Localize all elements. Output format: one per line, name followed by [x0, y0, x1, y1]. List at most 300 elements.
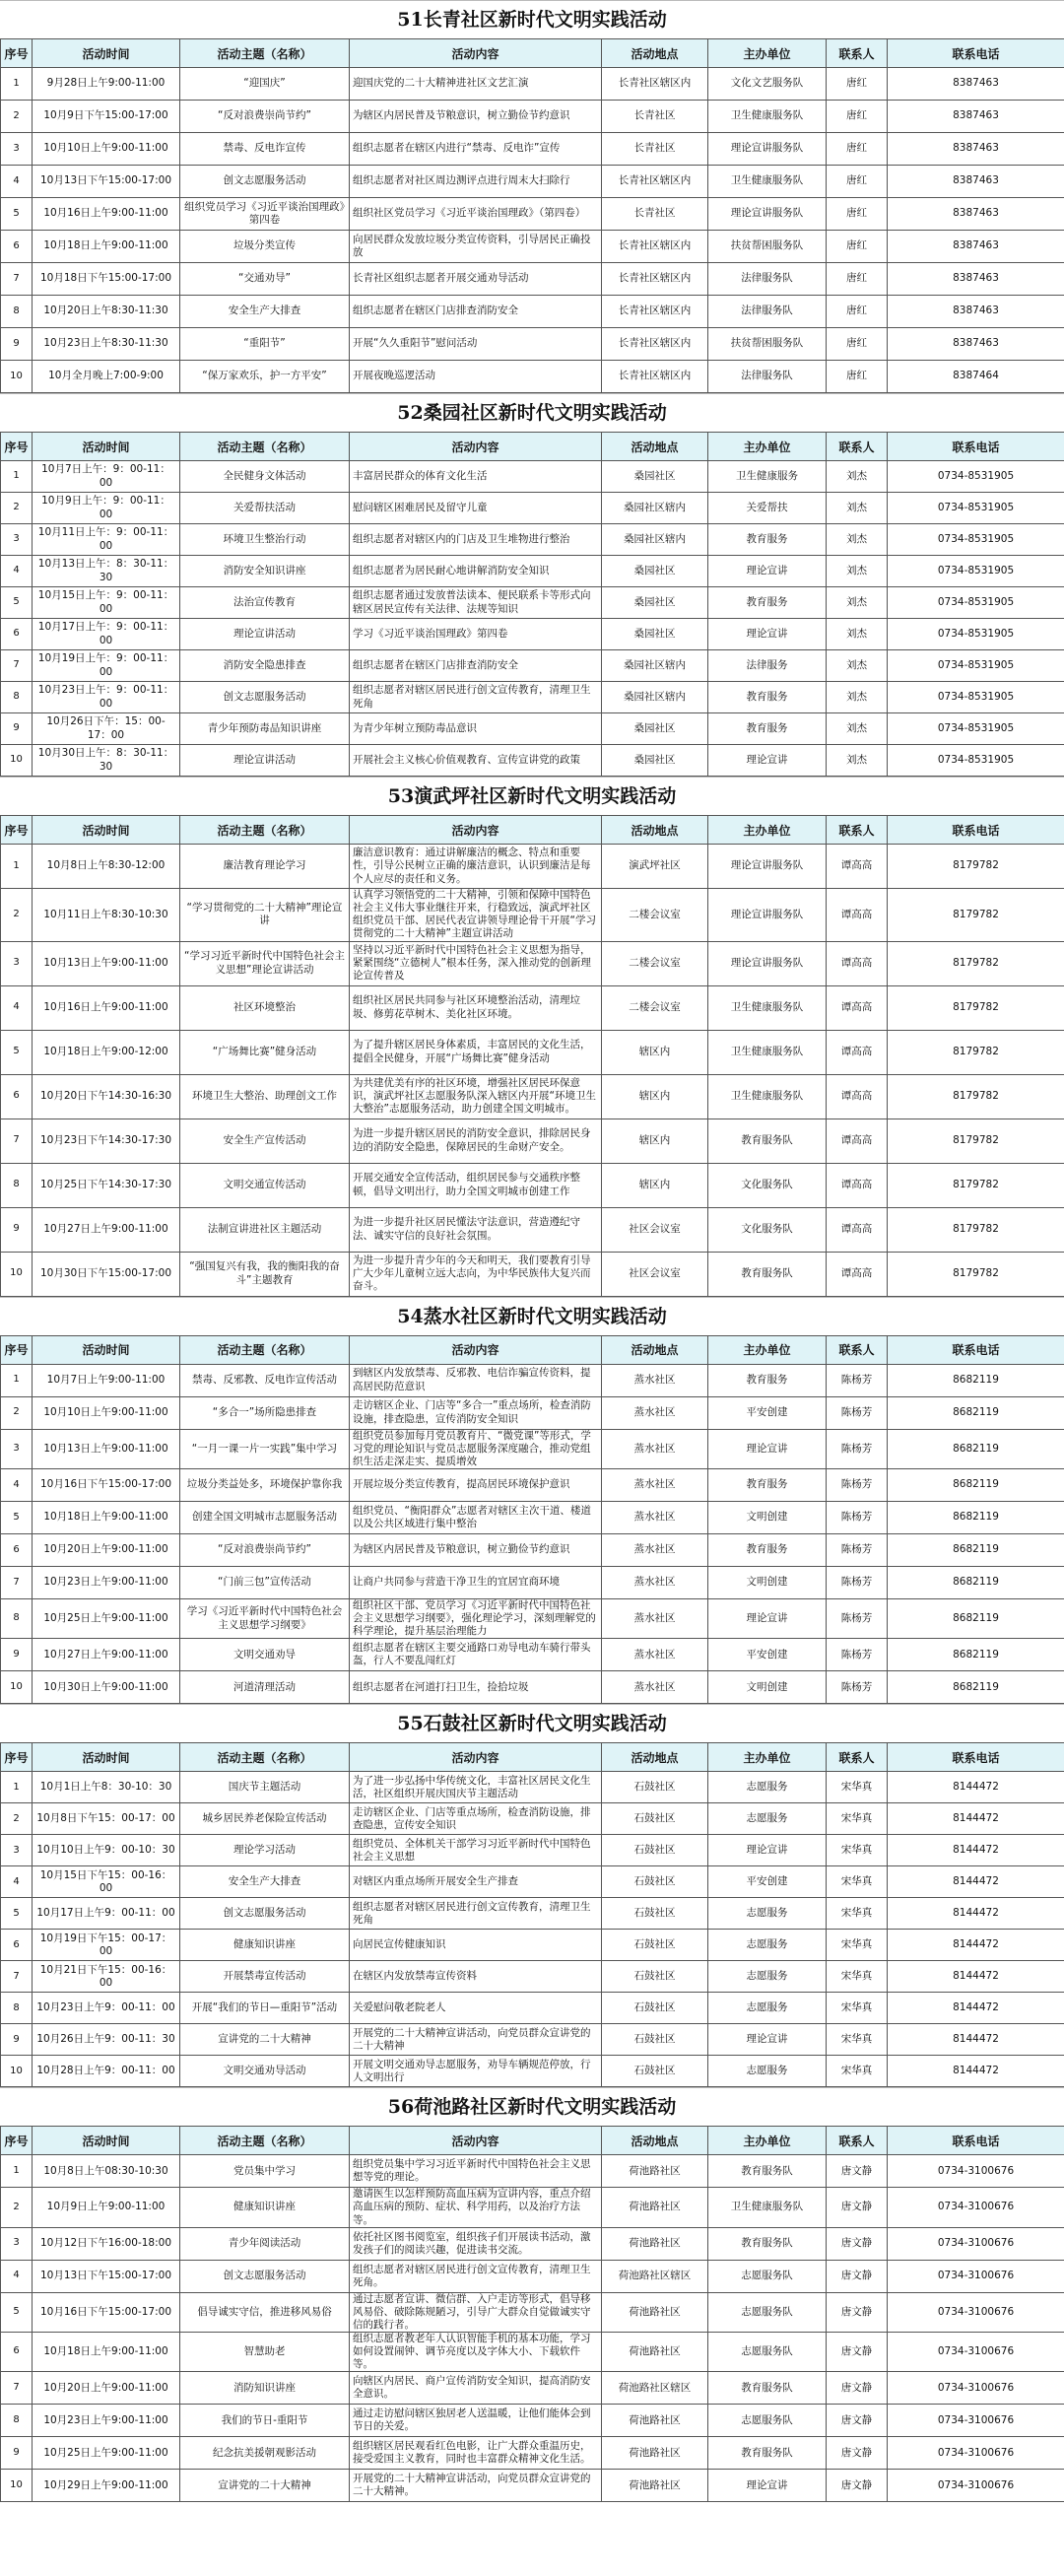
cell-location: 蒸水社区	[602, 1671, 708, 1704]
cell-contact: 刘杰	[827, 619, 888, 650]
cell-contact: 唐红	[827, 263, 888, 296]
column-header-organizer: 主办单位	[708, 433, 827, 461]
cell-theme: 创文志愿服务活动	[180, 682, 350, 713]
cell-seq: 9	[1, 2437, 33, 2470]
cell-phone: 8682119	[888, 1364, 1064, 1396]
table-row	[1, 1671, 1064, 1704]
cell-content: 组织志愿者在辖区内进行“禁毒、反电诈”宣传	[350, 133, 602, 166]
cell-location: 荷池路社区辖区	[602, 2260, 708, 2292]
table-header-row	[1, 2127, 1064, 2155]
column-header-seq: 序号	[1, 1743, 33, 1772]
cell-phone: 0734-3100676	[888, 2372, 1064, 2405]
table-row	[1, 1566, 1064, 1598]
column-header-location: 活动地点	[602, 816, 708, 845]
cell-contact: 陈杨芳	[827, 1501, 888, 1533]
cell-theme: 禁毒、反电诈宣传	[180, 133, 350, 166]
cell-location: 桑园社区辖内	[602, 524, 708, 556]
table-row	[1, 2188, 1064, 2227]
cell-time: 10月25日上午9:00-11:00	[33, 1598, 180, 1638]
cell-location: 桑园社区	[602, 619, 708, 650]
cell-organizer: 志愿服务	[708, 1772, 827, 1803]
cell-time: 9月28日上午9:00-11:00	[33, 68, 180, 101]
cell-theme: 理论宣讲活动	[180, 619, 350, 650]
cell-theme: 创建全国文明城市志愿服务活动	[180, 1501, 350, 1533]
cell-organizer: 卫生健康服务	[708, 461, 827, 493]
column-header-theme: 活动主题（名称）	[180, 39, 350, 68]
cell-seq: 3	[1, 524, 33, 556]
community-section	[0, 1704, 1064, 2087]
column-header-contact: 联系人	[827, 433, 888, 461]
table-row	[1, 1835, 1064, 1866]
cell-location: 长青社区辖区内	[602, 68, 708, 101]
cell-organizer: 文明创建	[708, 1566, 827, 1598]
cell-content: 开展垃圾分类宣传教育，提高居民环境保护意识	[350, 1468, 602, 1501]
cell-organizer: 法律服务队	[708, 296, 827, 328]
cell-phone: 8387463	[888, 328, 1064, 361]
cell-content: 为进一步提升社区居民懂法守法意识，营造遵纪守法、诚实守信的良好社会氛围。	[350, 1207, 602, 1252]
table-row	[1, 133, 1064, 166]
cell-location: 石鼓社区	[602, 1993, 708, 2024]
table-header-row	[1, 433, 1064, 461]
cell-seq: 4	[1, 166, 33, 198]
cell-time: 10月29日上午9:00-11:00	[33, 2470, 180, 2502]
cell-phone: 8144472	[888, 1898, 1064, 1930]
cell-seq: 4	[1, 2260, 33, 2292]
cell-seq: 3	[1, 1429, 33, 1468]
cell-seq: 2	[1, 2188, 33, 2227]
cell-organizer: 教育服务队	[708, 2155, 827, 2188]
community-section	[0, 393, 1064, 777]
cell-seq: 8	[1, 1163, 33, 1207]
cell-location: 石鼓社区	[602, 1803, 708, 1835]
cell-time: 10月15日上午：9：00-11：00	[33, 587, 180, 619]
table-row	[1, 166, 1064, 198]
cell-contact: 陈杨芳	[827, 1364, 888, 1396]
cell-contact: 陈杨芳	[827, 1598, 888, 1638]
cell-organizer: 平安创建	[708, 1866, 827, 1898]
cell-seq: 8	[1, 2405, 33, 2437]
column-header-organizer: 主办单位	[708, 1743, 827, 1772]
cell-location: 桑园社区辖内	[602, 493, 708, 524]
column-header-theme: 活动主题（名称）	[180, 816, 350, 845]
cell-theme: 环境卫生大整治、助理创文工作	[180, 1074, 350, 1119]
cell-contact: 陈杨芳	[827, 1671, 888, 1704]
cell-location: 长青社区辖区内	[602, 166, 708, 198]
cell-phone: 8387463	[888, 166, 1064, 198]
cell-phone: 8387463	[888, 231, 1064, 263]
cell-content: 让商户共同参与营造干净卫生的宜居宜商环境	[350, 1566, 602, 1598]
cell-phone: 8179782	[888, 1252, 1064, 1296]
cell-organizer: 文化服务队	[708, 1207, 827, 1252]
table-row	[1, 1501, 1064, 1533]
cell-organizer: 理论宣讲服务队	[708, 845, 827, 889]
table-row	[1, 524, 1064, 556]
cell-seq: 4	[1, 556, 33, 587]
column-header-phone: 联系电话	[888, 816, 1064, 845]
cell-seq: 10	[1, 1671, 33, 1704]
cell-contact: 谭高高	[827, 889, 888, 942]
cell-time: 10月28日上午9：00-11：00	[33, 2056, 180, 2087]
cell-theme: “一月一课一片一实践”集中学习	[180, 1429, 350, 1468]
cell-location: 长青社区	[602, 133, 708, 166]
cell-contact: 唐文静	[827, 2405, 888, 2437]
cell-seq: 8	[1, 1598, 33, 1638]
cell-contact: 唐文静	[827, 2260, 888, 2292]
cell-seq: 10	[1, 361, 33, 393]
cell-phone: 8144472	[888, 1930, 1064, 1961]
table-row	[1, 619, 1064, 650]
cell-time: 10月9日上午9:00-11:00	[33, 2188, 180, 2227]
cell-theme: 组织党员学习《习近平谈治国理政》第四卷	[180, 198, 350, 231]
table-row	[1, 2155, 1064, 2188]
cell-time: 10月10日上午9:00-11:00	[33, 133, 180, 166]
cell-organizer: 教育服务	[708, 1533, 827, 1566]
cell-organizer: 教育服务队	[708, 2227, 827, 2260]
cell-organizer: 理论宣讲服务队	[708, 941, 827, 985]
cell-content: 开展文明交通劝导志愿服务，劝导车辆规范停放，行人文明出行	[350, 2056, 602, 2087]
cell-phone: 0734-8531905	[888, 619, 1064, 650]
cell-location: 桑园社区	[602, 556, 708, 587]
cell-time: 10月23日上午9：00-11：00	[33, 1993, 180, 2024]
cell-seq: 5	[1, 1501, 33, 1533]
cell-location: 桑园社区辖内	[602, 650, 708, 682]
table-row	[1, 198, 1064, 231]
cell-content: 坚持以习近平新时代中国特色社会主义思想为指导，紧紧围绕“立德树人”根本任务，深入推动党的创新理论宣传普及	[350, 941, 602, 985]
cell-time: 10月23日上午9:00-11:00	[33, 1566, 180, 1598]
cell-location: 石鼓社区	[602, 1772, 708, 1803]
cell-location: 石鼓社区	[602, 1961, 708, 1993]
cell-organizer: 教育服务队	[708, 2437, 827, 2470]
table-row	[1, 845, 1064, 889]
cell-location: 荷池路社区	[602, 2405, 708, 2437]
cell-seq: 8	[1, 1993, 33, 2024]
cell-content: 为辖区内居民普及节粮意识，树立勤俭节约意识	[350, 1533, 602, 1566]
cell-location: 二楼会议室	[602, 941, 708, 985]
cell-phone: 0734-8531905	[888, 524, 1064, 556]
cell-seq: 3	[1, 1835, 33, 1866]
cell-theme: “门前三包”宣传活动	[180, 1566, 350, 1598]
cell-seq: 4	[1, 1866, 33, 1898]
cell-theme: 消防知识讲座	[180, 2372, 350, 2405]
cell-location: 演武坪社区	[602, 845, 708, 889]
cell-contact: 刘杰	[827, 587, 888, 619]
cell-contact: 刘杰	[827, 682, 888, 713]
cell-content: 走访辖区企业、门店等重点场所，检查消防设施，排查隐患，宣传安全知识	[350, 1803, 602, 1835]
section-title: 55石鼓社区新时代文明实践活动	[0, 1704, 1064, 1742]
cell-time: 10月16日下午15:00-17:00	[33, 2292, 180, 2332]
cell-content: 组织志愿者在辖区主要交通路口劝导电动车骑行带头盔，行人不要乱闯红灯	[350, 1639, 602, 1671]
column-header-phone: 联系电话	[888, 39, 1064, 68]
table-row	[1, 2260, 1064, 2292]
cell-theme: 智慧助老	[180, 2333, 350, 2372]
cell-organizer: 理论宣讲	[708, 745, 827, 777]
table-row	[1, 985, 1064, 1030]
cell-contact: 刘杰	[827, 556, 888, 587]
cell-organizer: 卫生健康服务队	[708, 101, 827, 133]
cell-theme: 理论学习活动	[180, 1835, 350, 1866]
cell-phone: 8682119	[888, 1429, 1064, 1468]
cell-theme: 河道清理活动	[180, 1671, 350, 1704]
section-title: 52桑园社区新时代文明实践活动	[0, 393, 1064, 432]
cell-contact: 唐红	[827, 361, 888, 393]
cell-content: 为辖区内居民普及节粮意识，树立勤俭节约意识	[350, 101, 602, 133]
cell-phone: 8387463	[888, 101, 1064, 133]
column-header-phone: 联系电话	[888, 433, 1064, 461]
cell-phone: 8682119	[888, 1533, 1064, 1566]
cell-seq: 10	[1, 1252, 33, 1296]
activity-table	[0, 815, 1064, 1297]
cell-location: 桑园社区	[602, 745, 708, 777]
cell-organizer: 志愿服务	[708, 1803, 827, 1835]
cell-contact: 陈杨芳	[827, 1566, 888, 1598]
section-title: 51长青社区新时代文明实践活动	[0, 0, 1064, 38]
column-header-time: 活动时间	[33, 1335, 180, 1364]
column-header-seq: 序号	[1, 1335, 33, 1364]
cell-location: 桑园社区辖内	[602, 682, 708, 713]
cell-seq: 6	[1, 619, 33, 650]
cell-location: 辖区内	[602, 1119, 708, 1163]
table-row	[1, 1030, 1064, 1074]
cell-organizer: 理论宣讲	[708, 2470, 827, 2502]
cell-theme: 文明交通劝导	[180, 1639, 350, 1671]
cell-location: 荷池路社区	[602, 2437, 708, 2470]
cell-location: 蒸水社区	[602, 1639, 708, 1671]
activity-table	[0, 1742, 1064, 2087]
cell-phone: 8179782	[888, 1074, 1064, 1119]
cell-content: 学习《习近平谈治国理政》第四卷	[350, 619, 602, 650]
cell-organizer: 关爱帮扶	[708, 493, 827, 524]
cell-content: 开展交通安全宣传活动，组织居民参与交通秩序整顿，倡导文明出行，助力全国文明城市创建工作	[350, 1163, 602, 1207]
cell-organizer: 志愿服务队	[708, 2292, 827, 2332]
cell-seq: 10	[1, 2056, 33, 2087]
cell-theme: 垃圾分类益处多，环境保护靠你我	[180, 1468, 350, 1501]
column-header-content: 活动内容	[350, 433, 602, 461]
table-row	[1, 1639, 1064, 1671]
cell-location: 辖区内	[602, 1163, 708, 1207]
cell-organizer: 教育服务	[708, 1364, 827, 1396]
cell-time: 10月1日上午8：30-10：30	[33, 1772, 180, 1803]
column-header-contact: 联系人	[827, 816, 888, 845]
cell-organizer: 理论宣讲服务队	[708, 198, 827, 231]
column-header-organizer: 主办单位	[708, 39, 827, 68]
column-header-time: 活动时间	[33, 2127, 180, 2155]
cell-phone: 0734-8531905	[888, 461, 1064, 493]
cell-organizer: 志愿服务队	[708, 2405, 827, 2437]
cell-phone: 0734-3100676	[888, 2437, 1064, 2470]
cell-contact: 宋华真	[827, 2056, 888, 2087]
cell-organizer: 理论宣讲	[708, 1835, 827, 1866]
cell-theme: 消防安全隐患排查	[180, 650, 350, 682]
cell-location: 桑园社区	[602, 461, 708, 493]
table-row	[1, 2227, 1064, 2260]
column-header-contact: 联系人	[827, 2127, 888, 2155]
cell-time: 10月25日上午9:00-11:00	[33, 2437, 180, 2470]
cell-time: 10月20日上午8:30-11:30	[33, 296, 180, 328]
cell-theme: 城乡居民养老保险宣传活动	[180, 1803, 350, 1835]
cell-time: 10月7日上午9:00-11:00	[33, 1364, 180, 1396]
cell-time: 10月8日上午08:30-10:30	[33, 2155, 180, 2188]
column-header-phone: 联系电话	[888, 1743, 1064, 1772]
cell-seq: 1	[1, 461, 33, 493]
cell-time: 10月11日上午8:30-10:30	[33, 889, 180, 942]
cell-phone: 8682119	[888, 1396, 1064, 1429]
cell-contact: 谭高高	[827, 941, 888, 985]
cell-location: 蒸水社区	[602, 1566, 708, 1598]
cell-theme: 健康知识讲座	[180, 1930, 350, 1961]
cell-theme: 我们的节日-重阳节	[180, 2405, 350, 2437]
cell-time: 10月全月晚上7:00-9:00	[33, 361, 180, 393]
cell-content: 廉洁意识教育：通过讲解廉洁的概念、特点和重要性，引导公民树立正确的廉洁意识，认识到廉洁是每个人应尽的责任和义务。	[350, 845, 602, 889]
column-header-content: 活动内容	[350, 816, 602, 845]
cell-theme: 青少年阅读活动	[180, 2227, 350, 2260]
cell-time: 10月25日下午14:30-17:30	[33, 1163, 180, 1207]
cell-location: 蒸水社区	[602, 1598, 708, 1638]
cell-phone: 0734-3100676	[888, 2405, 1064, 2437]
table-row	[1, 1119, 1064, 1163]
cell-content: 通过走访慰问辖区独居老人送温暖，让他们能体会到节日的关爱。	[350, 2405, 602, 2437]
cell-content: 为青少年树立预防毒品意识	[350, 713, 602, 745]
cell-organizer: 理论宣讲	[708, 556, 827, 587]
cell-organizer: 理论宣讲服务队	[708, 889, 827, 942]
cell-phone: 8682119	[888, 1671, 1064, 1704]
cell-content: 开展党的二十大精神宣讲活动，向党员群众宣讲党的二十大精神	[350, 2024, 602, 2056]
table-row	[1, 713, 1064, 745]
cell-location: 石鼓社区	[602, 2024, 708, 2056]
table-row	[1, 745, 1064, 777]
cell-location: 荷池路社区辖区	[602, 2372, 708, 2405]
cell-seq: 6	[1, 231, 33, 263]
cell-phone: 8682119	[888, 1639, 1064, 1671]
table-row	[1, 263, 1064, 296]
table-row	[1, 1598, 1064, 1638]
cell-theme: “反对浪费崇尚节约”	[180, 1533, 350, 1566]
table-row	[1, 361, 1064, 393]
cell-contact: 宋华真	[827, 1930, 888, 1961]
cell-theme: “交通劝导”	[180, 263, 350, 296]
column-header-contact: 联系人	[827, 39, 888, 68]
cell-contact: 宋华真	[827, 2024, 888, 2056]
cell-location: 长青社区辖区内	[602, 263, 708, 296]
table-row	[1, 1396, 1064, 1429]
cell-phone: 0734-8531905	[888, 745, 1064, 777]
cell-location: 石鼓社区	[602, 1835, 708, 1866]
cell-phone: 8682119	[888, 1468, 1064, 1501]
cell-contact: 唐红	[827, 296, 888, 328]
cell-content: 开展夜晚巡逻活动	[350, 361, 602, 393]
cell-time: 10月9日下午15:00-17:00	[33, 101, 180, 133]
cell-theme: 法治宣传教育	[180, 587, 350, 619]
cell-organizer: 卫生健康服务队	[708, 1074, 827, 1119]
cell-time: 10月12日下午16:00-18:00	[33, 2227, 180, 2260]
column-header-location: 活动地点	[602, 1335, 708, 1364]
column-header-time: 活动时间	[33, 433, 180, 461]
cell-time: 10月23日上午8:30-11:30	[33, 328, 180, 361]
cell-contact: 唐红	[827, 231, 888, 263]
cell-phone: 8387463	[888, 133, 1064, 166]
cell-seq: 1	[1, 68, 33, 101]
cell-content: 组织党员、全体机关干部学习习近平新时代中国特色社会主义思想	[350, 1835, 602, 1866]
cell-contact: 唐红	[827, 133, 888, 166]
column-header-seq: 序号	[1, 39, 33, 68]
cell-content: 丰富居民群众的体育文化生活	[350, 461, 602, 493]
cell-contact: 谭高高	[827, 1119, 888, 1163]
cell-theme: 宣讲党的二十大精神	[180, 2470, 350, 2502]
cell-content: 向居民群众发放垃圾分类宣传资料，引导居民正确投放	[350, 231, 602, 263]
table-row	[1, 1364, 1064, 1396]
table-row	[1, 1468, 1064, 1501]
cell-organizer: 文明创建	[708, 1501, 827, 1533]
cell-content: 组织志愿者在辖区门店排查消防安全	[350, 650, 602, 682]
table-row	[1, 587, 1064, 619]
cell-theme: 国庆节主题活动	[180, 1772, 350, 1803]
cell-phone: 0734-8531905	[888, 556, 1064, 587]
cell-organizer: 志愿服务	[708, 1961, 827, 1993]
cell-phone: 0734-8531905	[888, 587, 1064, 619]
column-header-location: 活动地点	[602, 433, 708, 461]
cell-location: 荷池路社区	[602, 2227, 708, 2260]
cell-contact: 唐文静	[827, 2227, 888, 2260]
cell-contact: 宋华真	[827, 1866, 888, 1898]
activity-table	[0, 1335, 1064, 1705]
cell-theme: 全民健身文体活动	[180, 461, 350, 493]
column-header-theme: 活动主题（名称）	[180, 1335, 350, 1364]
cell-contact: 陈杨芳	[827, 1533, 888, 1566]
cell-contact: 陈杨芳	[827, 1429, 888, 1468]
cell-time: 10月26日上午9：00-11：30	[33, 2024, 180, 2056]
cell-seq: 3	[1, 2227, 33, 2260]
cell-contact: 刘杰	[827, 650, 888, 682]
activity-table	[0, 432, 1064, 777]
table-row	[1, 1866, 1064, 1898]
cell-seq: 2	[1, 101, 33, 133]
cell-contact: 陈杨芳	[827, 1468, 888, 1501]
cell-location: 辖区内	[602, 1074, 708, 1119]
cell-phone: 8144472	[888, 1961, 1064, 1993]
cell-time: 10月9日上午：9：00-11：00	[33, 493, 180, 524]
table-row	[1, 2405, 1064, 2437]
table-row	[1, 1163, 1064, 1207]
cell-phone: 0734-8531905	[888, 713, 1064, 745]
cell-location: 荷池路社区	[602, 2333, 708, 2372]
cell-content: 开展社会主义核心价值观教育、宣传宣讲党的政策	[350, 745, 602, 777]
cell-phone: 8179782	[888, 1030, 1064, 1074]
cell-organizer: 扶贫帮困服务队	[708, 328, 827, 361]
cell-contact: 唐红	[827, 166, 888, 198]
cell-seq: 1	[1, 1364, 33, 1396]
cell-contact: 陈杨芳	[827, 1396, 888, 1429]
cell-time: 10月10日上午9:00-11:00	[33, 1396, 180, 1429]
cell-content: 在辖区内发放禁毒宣传资料	[350, 1961, 602, 1993]
cell-theme: “多合一”场所隐患排查	[180, 1396, 350, 1429]
cell-content: 为进一步提升辖区居民的消防安全意识，排除居民身边的消防安全隐患，保障居民的生命财产安全。	[350, 1119, 602, 1163]
cell-content: 组织党员参加每月党员教育片、“微党课”等形式，学习党的理论知识与党员志愿服务深度融合，推动党组织生活走深走实、提质增效	[350, 1429, 602, 1468]
section-title: 54蒸水社区新时代文明实践活动	[0, 1297, 1064, 1335]
cell-organizer: 教育服务队	[708, 1119, 827, 1163]
cell-location: 社区会议室	[602, 1207, 708, 1252]
cell-theme: 环境卫生整治行动	[180, 524, 350, 556]
cell-seq: 2	[1, 493, 33, 524]
cell-phone: 8179782	[888, 941, 1064, 985]
cell-time: 10月30日下午15:00-17:00	[33, 1252, 180, 1296]
cell-content: 走访辖区企业、门店等“多合一”重点场所，检查消防设施，排查隐患，宣传消防安全知识	[350, 1396, 602, 1429]
cell-phone: 8144472	[888, 1772, 1064, 1803]
cell-content: 组织志愿者通过发放普法读本、便民联系卡等形式向辖区居民宣传有关法律、法规等知识	[350, 587, 602, 619]
cell-time: 10月30日上午9:00-11:00	[33, 1671, 180, 1704]
cell-phone: 8387463	[888, 68, 1064, 101]
cell-organizer: 法律服务队	[708, 263, 827, 296]
cell-location: 长青社区辖区内	[602, 231, 708, 263]
section-title: 53演武坪社区新时代文明实践活动	[0, 777, 1064, 815]
